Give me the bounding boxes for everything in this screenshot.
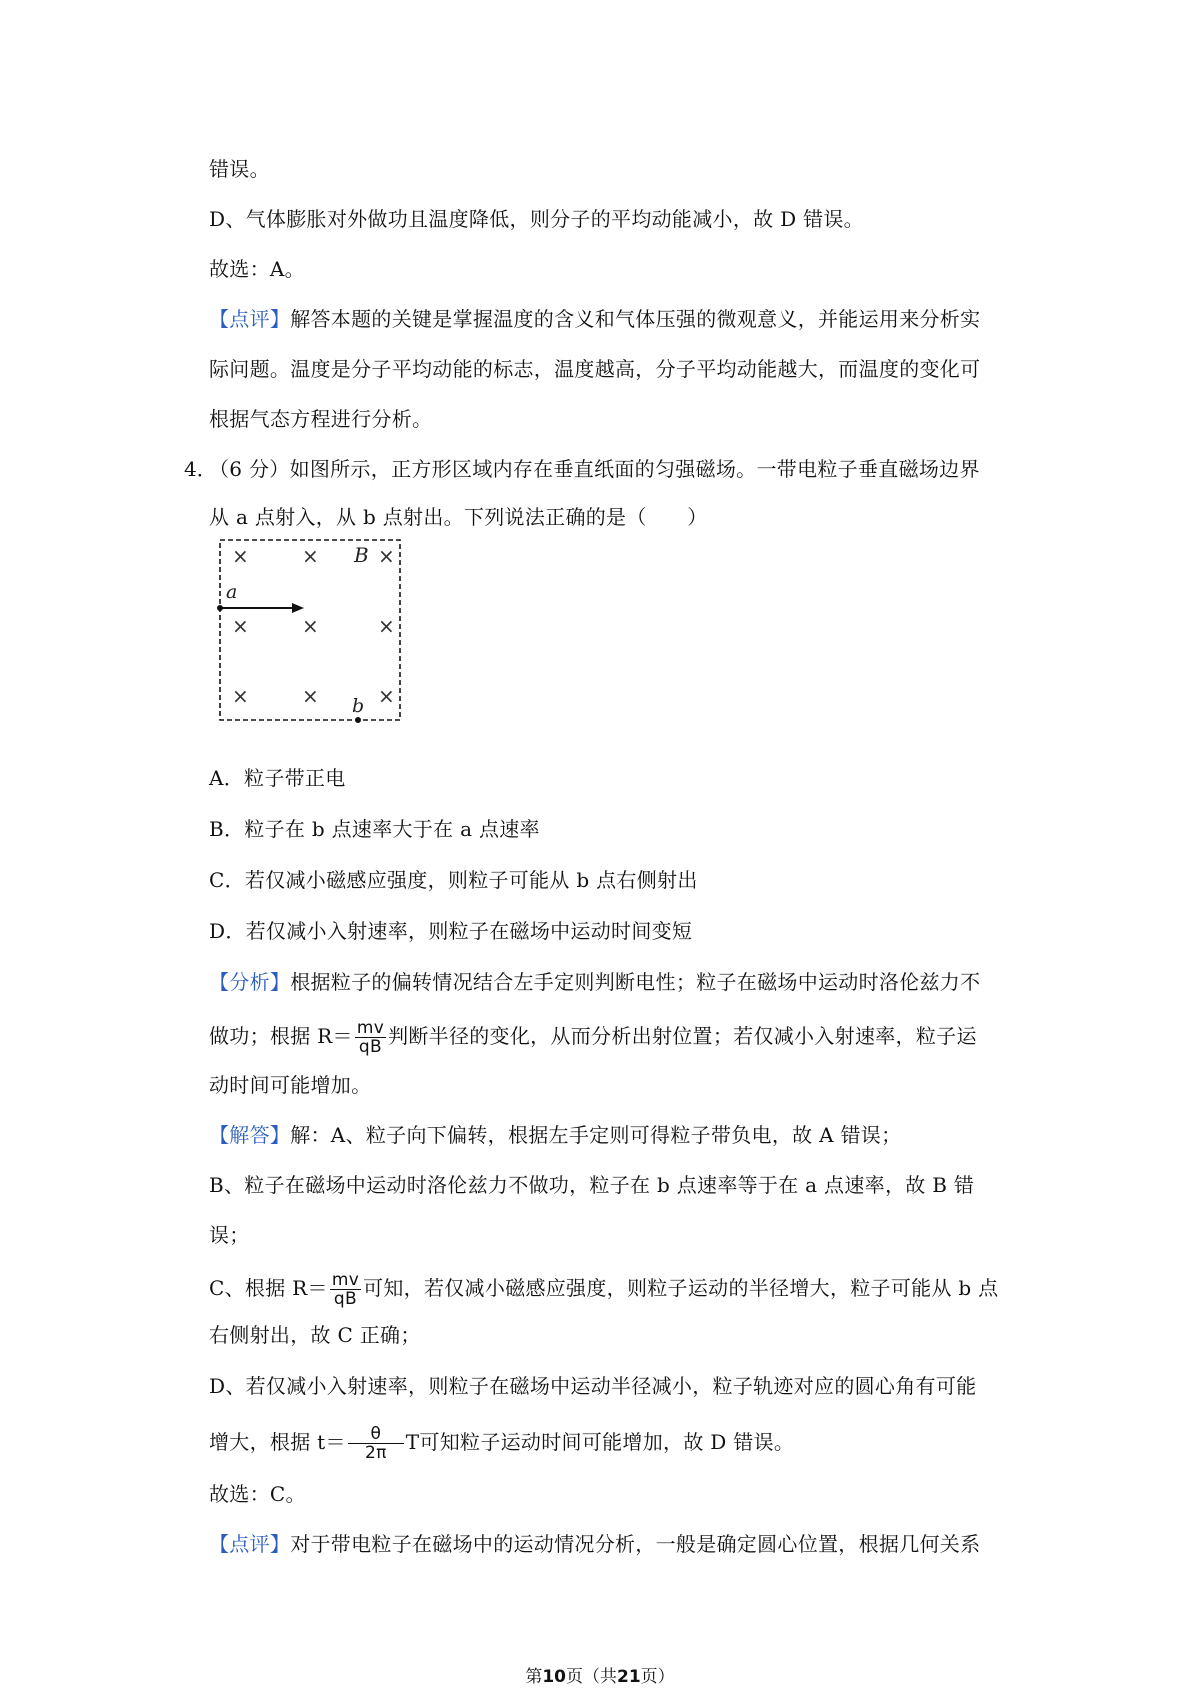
cross-mark: × (378, 684, 395, 708)
review-text: 对于带电粒子在磁场中的运动情况分析，一般是确定圆心位置，根据几何关系 (290, 1532, 981, 1556)
text-line: D、若仅减小入射速率，则粒子在磁场中运动半径减小，粒子轨迹对应的圆心角有可能 (209, 1374, 977, 1398)
option-a: A．粒子带正电 (209, 766, 346, 790)
analysis-text: 做功；根据 R＝ (209, 1024, 353, 1048)
footer-text: 页） (640, 1667, 675, 1687)
formula-denominator: 2π (364, 1443, 387, 1463)
footer-text: 页（共 (566, 1667, 617, 1687)
cross-mark: × (232, 684, 249, 708)
page-footer (0, 1666, 1200, 1688)
formula-numerator: mv (356, 1018, 385, 1038)
cross-mark: × (378, 614, 395, 638)
text-line: B、粒子在磁场中运动时洛伦兹力不做功，粒子在 b 点速率等于在 a 点速率，故 B 错 (209, 1173, 975, 1197)
solution-text: 增大，根据 t＝ (209, 1430, 346, 1454)
field-crosses (232, 544, 395, 708)
cross-mark: × (378, 544, 395, 568)
footer-text: 第 (525, 1667, 543, 1687)
text-line: D、气体膨胀对外做功且温度降低，则分子的平均动能减小，故 D 错误。 (209, 207, 864, 231)
formula-denominator: qB (333, 1289, 357, 1309)
solution-tag: 【解答】 (209, 1123, 291, 1147)
cross-mark: × (302, 614, 319, 638)
question-stem: 从 a 点射入，从 b 点射出。下列说法正确的是（ ） (209, 505, 708, 529)
text-line: 误； (209, 1223, 250, 1247)
cross-mark: × (232, 544, 249, 568)
point-label-a: a (226, 581, 238, 603)
page-total: 21 (617, 1667, 641, 1687)
text-line: 错误。 (209, 157, 270, 181)
option-c: C．若仅减小磁感应强度，则粒子可能从 b 点右侧射出 (209, 868, 698, 892)
solution-line-formula (209, 1425, 794, 1462)
solution-text: 解：A、粒子向下偏转，根据左手定则可得粒子带负电，故 A 错误； (290, 1123, 902, 1147)
review-text: 解答本题的关键是掌握温度的含义和气体压强的微观意义，并能运用来分析实 (290, 307, 981, 331)
text-line: 动时间可能增加。 (209, 1073, 372, 1097)
option-b: B．粒子在 b 点速率大于在 a 点速率 (209, 817, 540, 841)
solution-text: 可知粒子运动时间可能增加，故 D 错误。 (419, 1430, 795, 1454)
formula-numerator: θ (348, 1425, 404, 1444)
question-number: 4． (184, 457, 217, 481)
text-line: 根据气态方程进行分析。 (209, 407, 433, 431)
formula-denominator: qB (358, 1037, 382, 1057)
review-tag: 【点评】 (209, 1532, 291, 1556)
solution-paragraph (209, 1121, 901, 1149)
analysis-text: 根据粒子的偏转情况结合左手定则判断电性；粒子在磁场中运动时洛伦兹力不 (290, 970, 981, 994)
magnetic-field-diagram (210, 530, 410, 730)
radius-formula (355, 1019, 386, 1056)
field-label-B: B (354, 543, 369, 567)
page-number: 10 (542, 1667, 566, 1687)
text-line: 际问题。温度是分子平均动能的标志，温度越高，分子平均动能越大，而温度的变化可 (209, 357, 981, 381)
radius-formula (330, 1271, 361, 1308)
analysis-line-formula (209, 1019, 977, 1056)
point-label-b: b (352, 695, 365, 717)
review-paragraph (209, 1530, 980, 1558)
velocity-arrow-head (292, 603, 304, 613)
option-d: D．若仅减小入射速率，则粒子在磁场中运动时间变短 (209, 919, 693, 943)
review-paragraph (209, 305, 980, 333)
analysis-text: 判断半径的变化，从而分析出射位置；若仅减小入射速率，粒子运 (388, 1024, 977, 1048)
solution-text: C、根据 R＝ (209, 1276, 328, 1300)
question-stem: （6 分）如图所示，正方形区域内存在垂直纸面的匀强磁场。一带电粒子垂直磁场边界 (209, 457, 980, 481)
period-symbol: T (405, 1430, 420, 1454)
cross-mark: × (232, 614, 249, 638)
time-formula (348, 1425, 404, 1462)
text-line: 故选：C。 (209, 1482, 306, 1506)
formula-numerator: mv (331, 1270, 360, 1290)
solution-text: 可知，若仅减小磁感应强度，则粒子运动的半径增大，粒子可能从 b 点 (363, 1276, 999, 1300)
exit-point-b (355, 717, 361, 723)
review-tag: 【点评】 (209, 307, 291, 331)
solution-line-formula (209, 1271, 998, 1308)
cross-mark: × (302, 544, 319, 568)
text-line: 故选：A。 (209, 257, 305, 281)
text-line: 右侧射出，故 C 正确； (209, 1323, 421, 1347)
analysis-tag: 【分析】 (209, 970, 291, 994)
cross-mark: × (302, 684, 319, 708)
analysis-paragraph (209, 968, 980, 996)
